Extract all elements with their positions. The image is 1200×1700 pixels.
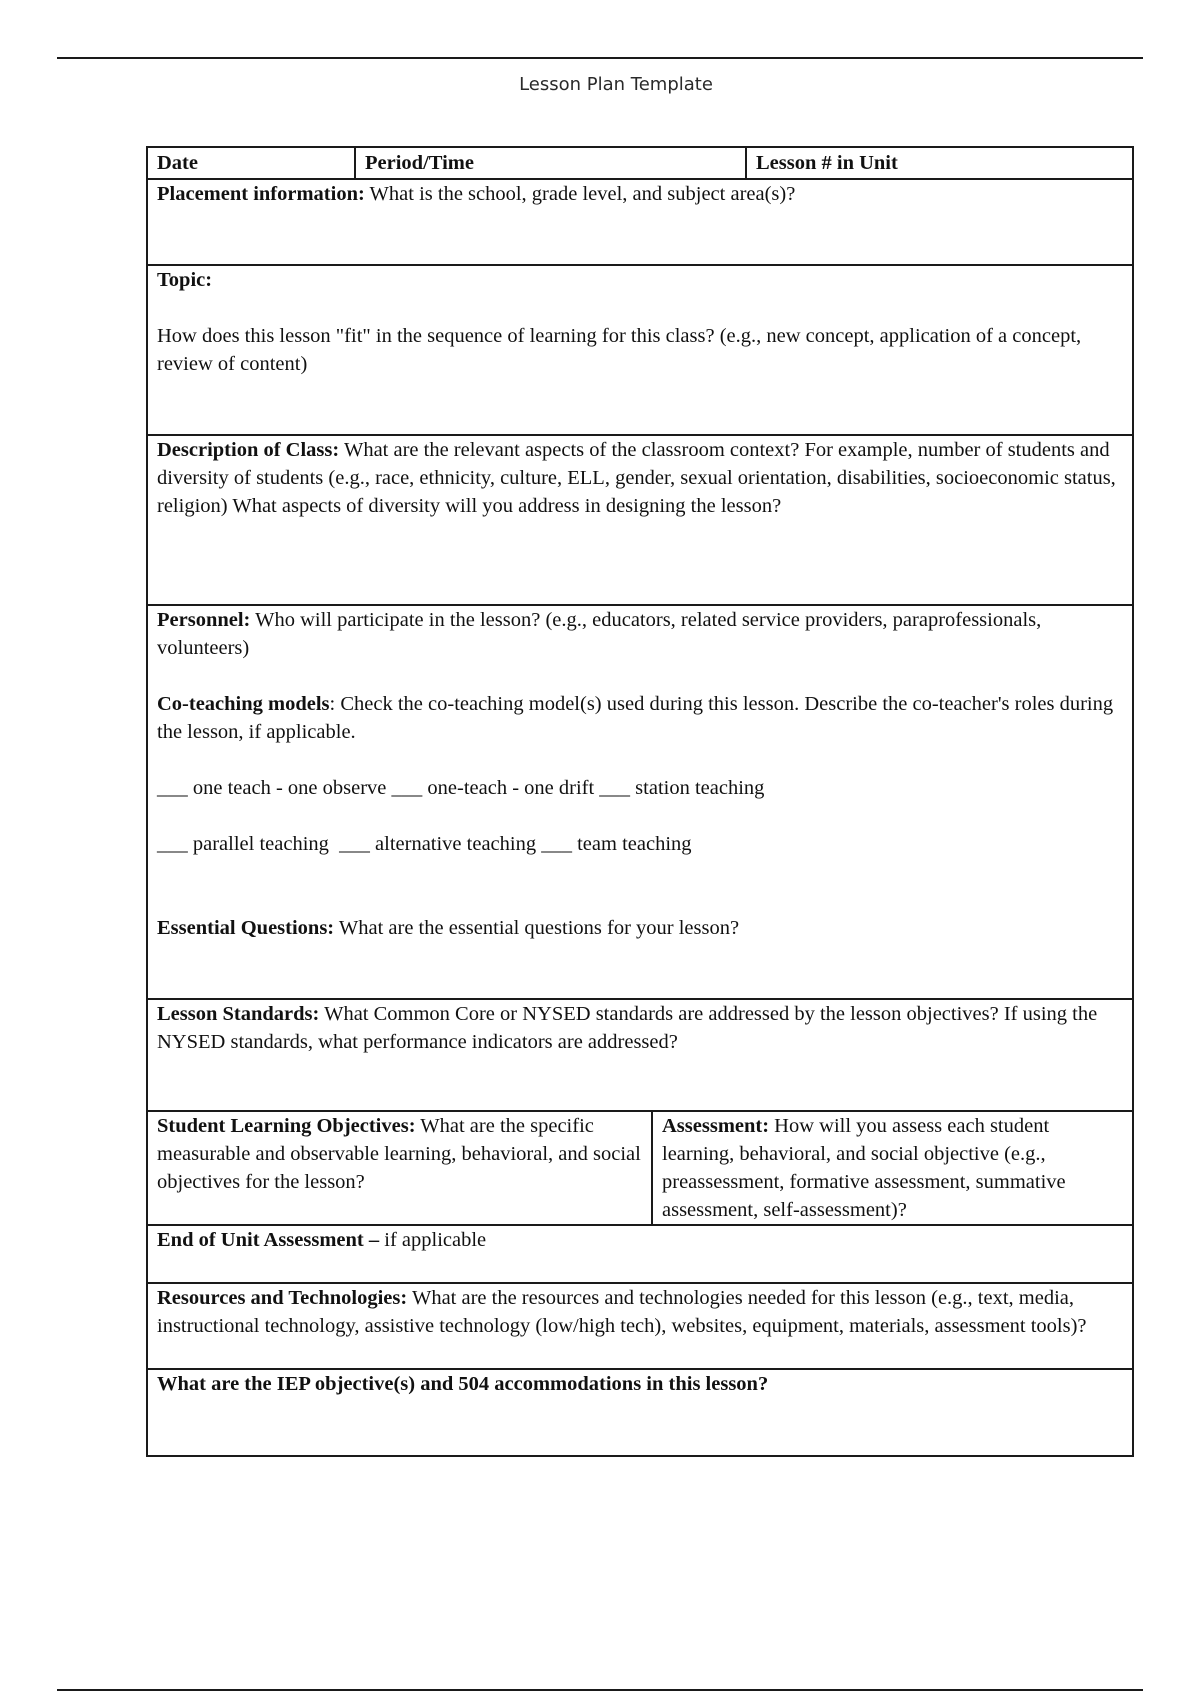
coteaching-text: : Check the co-teaching model(s) used during this lesson. Describe the co-teacher's roles during the lesson, if applicable. [157, 693, 1114, 743]
spacer [157, 746, 1123, 774]
checkbox-blank-one-teach-observe[interactable]: ___ [157, 777, 188, 799]
lesson-standards-prompt [157, 1000, 1123, 1056]
objectives-assessment-row [148, 1110, 1132, 1224]
end-of-unit-text: if applicable [379, 1229, 487, 1251]
resources-prompt [157, 1284, 1123, 1340]
assessment-label: Assessment: [662, 1115, 770, 1137]
essential-questions-text: What are the essential questions for your lesson? [334, 917, 740, 939]
date-period-row [148, 148, 1132, 178]
model-team-teaching: team teaching [577, 833, 692, 855]
coteaching-label: Co-teaching models [157, 693, 330, 715]
spacer [157, 802, 1123, 830]
description-prompt [157, 436, 1123, 520]
resources-section[interactable] [148, 1282, 1132, 1368]
placement-label: Placement information: [157, 183, 365, 205]
model-alternative-teaching: alternative teaching [375, 833, 537, 855]
end-of-unit-section[interactable] [148, 1224, 1132, 1282]
lesson-standards-section[interactable] [148, 998, 1132, 1110]
assessment-section[interactable] [651, 1112, 1132, 1224]
personnel-text: Who will participate in the lesson? (e.g., educators, related service providers, paraprofessionals, volunteers) [157, 609, 1042, 659]
objectives-label: Student Learning Objectives: [157, 1115, 416, 1137]
personnel-section[interactable] [148, 604, 1132, 998]
personnel-prompt [157, 606, 1123, 662]
iep-label: What are the IEP objective(s) and 504 accommodations in this lesson? [157, 1373, 769, 1395]
essential-questions-prompt [157, 914, 1123, 942]
spacer [157, 858, 1123, 914]
end-of-unit-prompt [157, 1226, 1123, 1254]
coteaching-models-line-1 [157, 774, 1123, 802]
description-of-class-section[interactable] [148, 434, 1132, 604]
model-one-teach-observe: one teach - one observe [192, 777, 387, 799]
model-station-teaching: station teaching [635, 777, 765, 799]
description-text: What are the relevant aspects of the classroom context? For example, number of students and diversity of students (e.g., race, ethnicity, culture, ELL, gender, sexual orientation, disabilities, socioeconomic status, religion) What aspects of diversity will you address in designing the lesson? [157, 439, 1116, 517]
model-one-teach-drift: one-teach - one drift [427, 777, 595, 799]
placement-prompt [157, 180, 1123, 208]
lesson-plan-table [146, 146, 1134, 1457]
assessment-text: How will you assess each student learning, behavioral, and social objective (e.g., preassessment, formative assessment, summative assessment, self-assessment)? [662, 1115, 1066, 1221]
placement-section[interactable] [148, 178, 1132, 264]
end-of-unit-label: End of Unit Assessment – [157, 1229, 380, 1251]
essential-questions-label: Essential Questions: [157, 917, 335, 939]
checkbox-blank-team-teaching[interactable]: ___ [541, 833, 572, 855]
spacer [157, 294, 1123, 322]
topic-label [157, 266, 1123, 294]
footer-rule [57, 1689, 1143, 1691]
checkbox-blank-parallel-teaching[interactable]: ___ [157, 833, 188, 855]
iep-prompt [157, 1370, 1123, 1398]
header-rule [57, 57, 1143, 59]
lesson-number-cell[interactable]: Lesson # in Unit [745, 148, 1132, 178]
lesson-standards-text: What Common Core or NYSED standards are addressed by the lesson objectives? If using the NYSED standards, what performance indicators are addressed? [157, 1003, 1098, 1053]
resources-text: What are the resources and technologies needed for this lesson (e.g., text, media, instructional technology, assistive technology (low/high tech), websites, equipment, materials, assessment tools)? [157, 1287, 1087, 1337]
personnel-label: Personnel: [157, 609, 251, 631]
assessment-prompt [662, 1112, 1123, 1224]
topic-section[interactable] [148, 264, 1132, 434]
checkbox-blank-one-teach-drift[interactable]: ___ [391, 777, 423, 799]
coteaching-prompt [157, 690, 1123, 746]
page-title: Lesson Plan Template [519, 74, 713, 95]
topic-label-text: Topic: [157, 269, 213, 291]
period-time-cell[interactable]: Period/Time [354, 148, 745, 178]
spacer [157, 662, 1123, 690]
lesson-standards-label: Lesson Standards: [157, 1003, 320, 1025]
coteaching-models-line-2 [157, 830, 1123, 858]
objectives-section[interactable] [148, 1112, 651, 1224]
description-label: Description of Class: [157, 439, 340, 461]
checkbox-blank-alternative-teaching[interactable]: ___ [339, 833, 370, 855]
objectives-prompt [157, 1112, 642, 1196]
resources-label: Resources and Technologies: [157, 1287, 408, 1309]
topic-question: How does this lesson "fit" in the sequence of learning for this class? (e.g., new concept, application of a concept, review of content) [157, 325, 1082, 375]
iep-section[interactable] [148, 1368, 1132, 1455]
date-cell[interactable]: Date [157, 152, 198, 174]
placement-text: What is the school, grade level, and subject area(s)? [364, 183, 796, 205]
checkbox-blank-station-teaching[interactable]: ___ [599, 777, 631, 799]
model-parallel-teaching: parallel teaching [192, 833, 329, 855]
objectives-text: What are the specific measurable and observable learning, behavioral, and social objectives for the lesson? [157, 1115, 641, 1193]
